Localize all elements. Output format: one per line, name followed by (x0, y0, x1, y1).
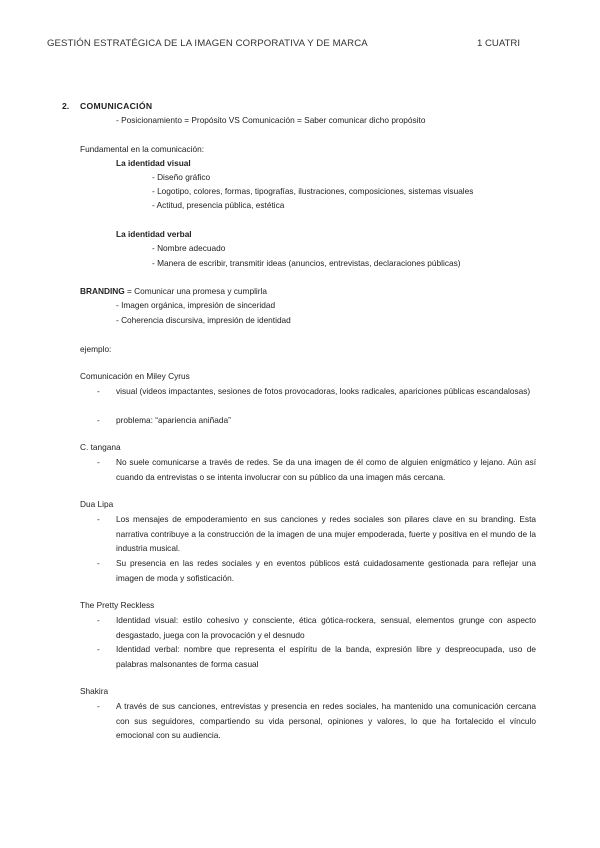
visual-item: - Diseño gráfico (152, 172, 211, 182)
example-item: visual (videos impactantes, sesiones de fotos provocadoras, looks radicales, apariciones públicas escandalosas) (116, 386, 531, 396)
example-name: The Pretty Reckless (80, 600, 155, 610)
branding-item: - Coherencia discursiva, impresión de identidad (116, 315, 291, 325)
example-name: Shakira (80, 686, 109, 696)
visual-item: - Logotipo, colores, formas, tipografías, ilustraciones, composiciones, sistemas visuales (152, 186, 474, 196)
header-title: GESTIÓN ESTRATÉGICA DE LA IMAGEN CORPORATIVA Y DE MARCA (47, 38, 368, 49)
bullet-dash: - (97, 415, 100, 425)
visual-identity-title: La identidad visual (116, 158, 191, 168)
bullet-dash: - (97, 386, 100, 396)
verbal-item: - Nombre adecuado (152, 243, 226, 253)
branding-line (80, 284, 267, 299)
example-item: Los mensajes de empoderamiento en sus canciones y redes sociales son pilares clave en su branding. Esta narrativa contribuye a la construcción de la imagen de una mujer empoderada, fuerte y positiva en el mundo de la industria musical. (116, 514, 536, 553)
example-item: No suele comunicarse a través de redes. Se da una imagen de él como de alguien enigmático y lejano. Aún así cuando da entrevistas o se intenta involucrar con su público da una imagen más cercana. (116, 457, 536, 482)
section-title: COMUNICACIÓN (80, 101, 153, 111)
verbal-item: - Manera de escribir, transmitir ideas (anuncios, entrevistas, declaraciones públicas) (152, 258, 461, 268)
example-item: problema: “apariencia aniñada” (116, 415, 231, 425)
example-item: Identidad verbal: nombre que representa el espíritu de la banda, expresión libre y despreocupada, uso de palabras malsonantes de forma casual (116, 644, 536, 669)
section-intro: - Posicionamiento = Propósito VS Comunicación = Saber comunicar dicho propósito (116, 115, 426, 125)
header-term: 1 CUATRI (477, 38, 520, 49)
example-item: Identidad visual: estilo cohesivo y consciente, ética gótica-rockera, sensual, elementos grunge con aspecto desgastado, juega con la provocación y el desnudo (116, 615, 536, 640)
bullet-dash: - (97, 615, 100, 625)
fundamental-heading: Fundamental en la comunicación: (80, 144, 205, 154)
bullet-dash: - (97, 701, 100, 711)
branding-definition: = Comunicar una promesa y cumplirla (124, 286, 267, 296)
example-name: C. tangana (80, 442, 121, 452)
example-label: ejemplo: (80, 344, 112, 354)
branding-item: - Imagen orgánica, impresión de sinceridad (116, 300, 276, 310)
example-name: Comunicación en Miley Cyrus (80, 371, 190, 381)
example-item: A través de sus canciones, entrevistas y presencia en redes sociales, ha mantenido una comunicación cercana con sus seguidores, compartiendo su vida personal, opiniones y valores, lo que ha fortalecido el vínculo emocional con su audiencia. (116, 701, 536, 740)
branding-label: BRANDING (80, 286, 125, 296)
verbal-identity-title: La identidad verbal (116, 229, 192, 239)
bullet-dash: - (97, 514, 100, 524)
visual-item: - Actitud, presencia pública, estética (152, 200, 285, 210)
bullet-dash: - (97, 457, 100, 467)
bullet-dash: - (97, 644, 100, 654)
bullet-dash: - (97, 558, 100, 568)
example-name: Dua Lipa (80, 499, 114, 509)
section-number: 2. (62, 101, 70, 111)
example-item: Su presencia en las redes sociales y en eventos públicos está cuidadosamente gestionada para reflejar una imagen de moda y sofisticación. (116, 558, 536, 583)
